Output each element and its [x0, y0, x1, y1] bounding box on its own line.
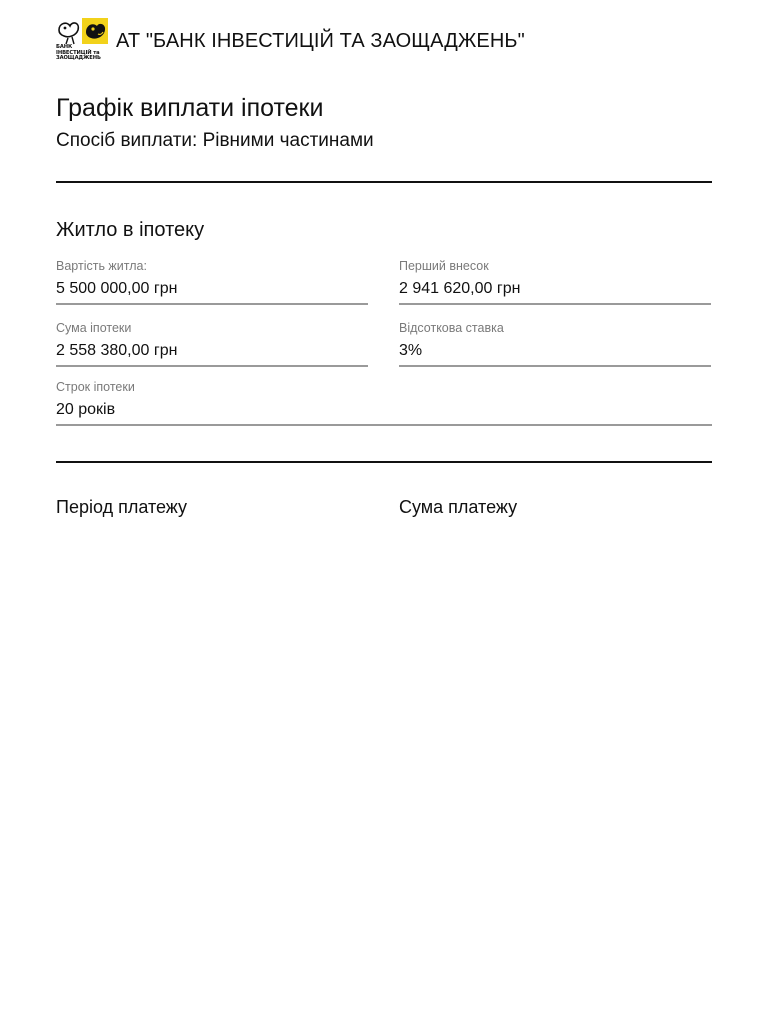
field-underline [399, 365, 711, 367]
payment-period-column-header: Період платежу [56, 497, 188, 517]
mortgage-sum-field [56, 320, 368, 367]
down-payment-value: 2 941 620,00 грн [399, 280, 521, 297]
header [56, 18, 525, 66]
interest-rate-value: 3% [399, 342, 423, 359]
logo-line-2: ІНВЕСТИЦІЙ та [56, 49, 100, 56]
logo-line-1: БАНК [56, 44, 73, 50]
mortgage-term-value: 20 років [56, 401, 116, 418]
property-cost-label: Вартість житла: [56, 259, 147, 273]
down-payment-field [399, 258, 711, 305]
payment-method-subtitle: Спосіб виплати: Рівними частинами [56, 130, 374, 151]
mortgage-term-label: Строк іпотеки [56, 380, 135, 394]
mortgage-term-field [56, 379, 712, 426]
interest-rate-label: Відсоткова ставка [399, 321, 504, 335]
mortgage-sum-value: 2 558 380,00 грн [56, 342, 178, 359]
bank-logo-icon [56, 18, 108, 66]
logo-line-3: ЗАОЩАДЖЕНЬ [56, 55, 101, 62]
property-section-title: Житло в іпотеку [56, 219, 205, 241]
bank-name: АТ "БАНК ІНВЕСТИЦІЙ ТА ЗАОЩАДЖЕНЬ" [116, 30, 525, 52]
field-underline [56, 365, 368, 367]
mortgage-sum-label: Сума іпотеки [56, 321, 132, 335]
field-underline [56, 303, 368, 305]
divider [56, 461, 712, 463]
field-underline [399, 303, 711, 305]
property-cost-value: 5 500 000,00 грн [56, 280, 178, 297]
property-cost-field [56, 258, 368, 305]
field-underline [56, 424, 712, 426]
page-title: Графік виплати іпотеки [56, 94, 324, 122]
logo-wordmark [56, 45, 110, 62]
payment-amount-column-header: Сума платежу [399, 497, 518, 517]
interest-rate-field [399, 320, 711, 367]
divider [56, 181, 712, 183]
down-payment-label: Перший внесок [399, 259, 489, 273]
